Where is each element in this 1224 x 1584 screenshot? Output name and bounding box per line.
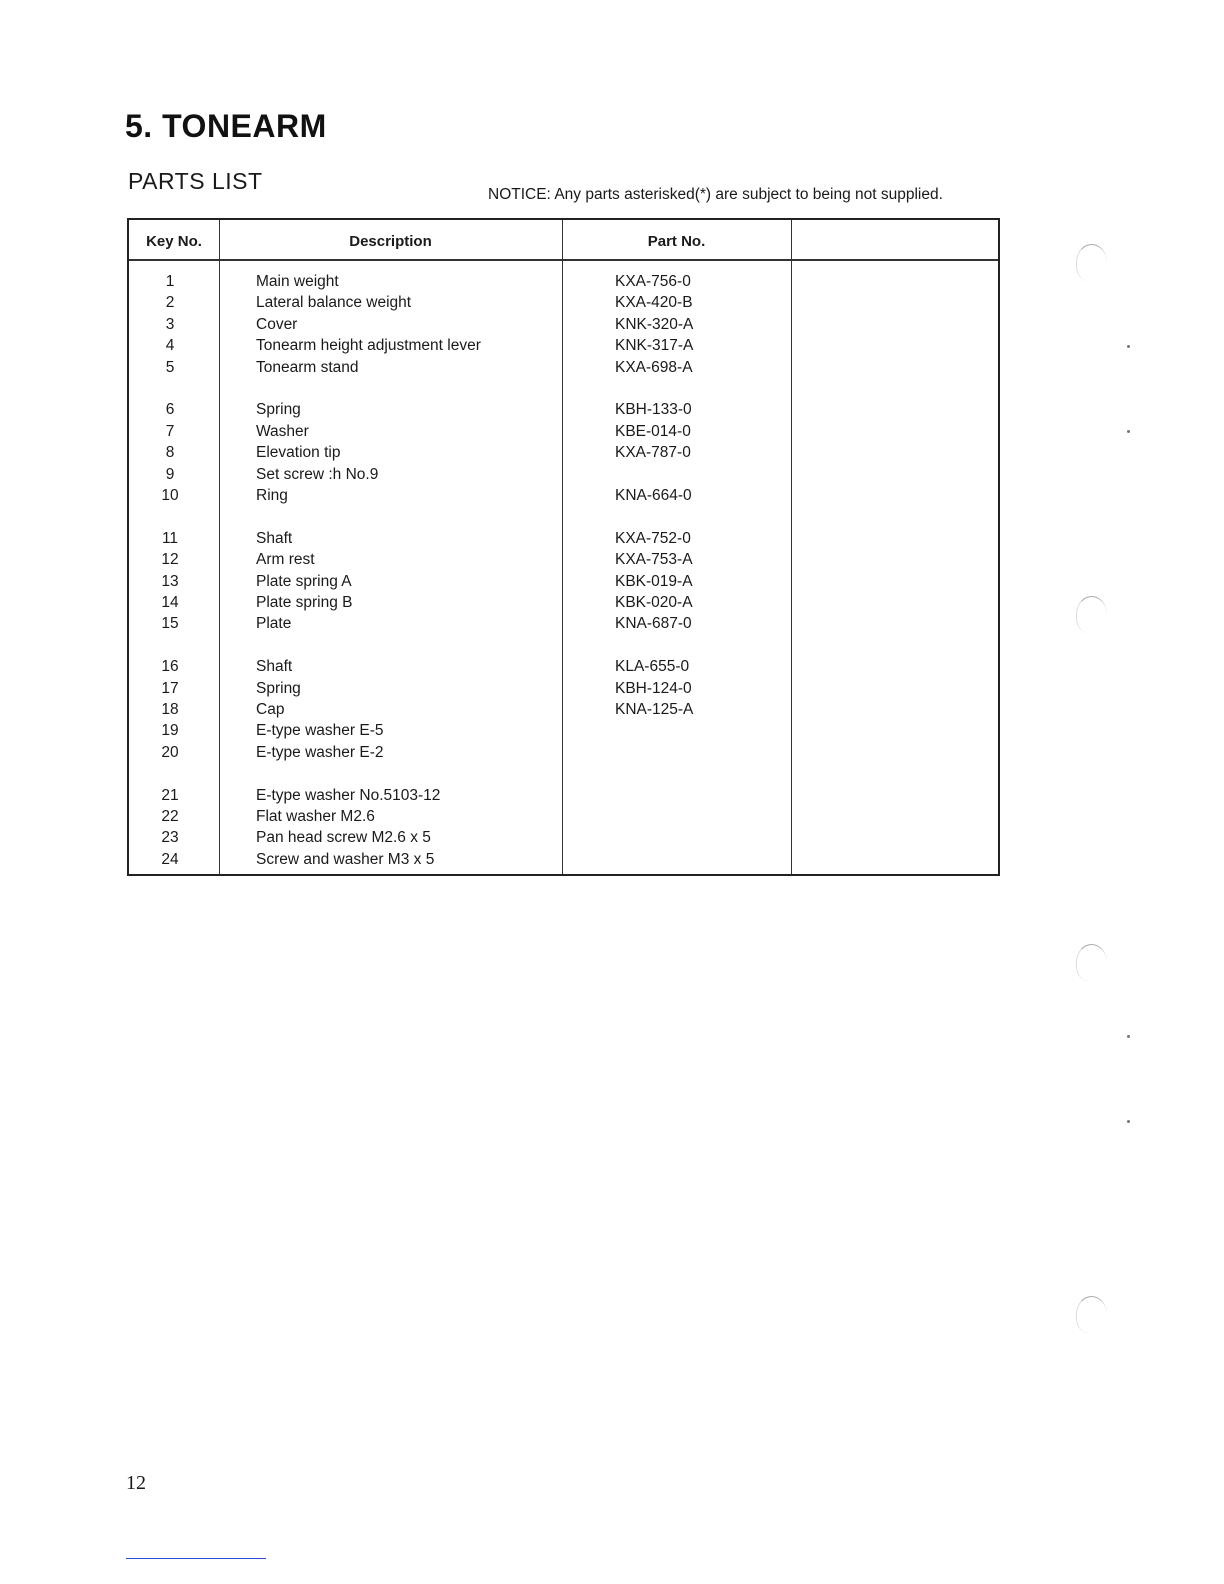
- key-no-cell: 21: [161, 786, 179, 804]
- key-no-cell: 4: [165, 337, 175, 355]
- key-no-cell: 23: [161, 829, 179, 847]
- description-cell: Lateral balance weight: [256, 294, 412, 312]
- binder-hole-mark: [1076, 1296, 1107, 1333]
- description-cell: Set screw :h No.9: [256, 465, 379, 483]
- scan-speck: [1127, 345, 1130, 348]
- description-cell: Cover: [256, 315, 298, 333]
- description-cell: Plate spring B: [256, 594, 353, 611]
- description-cell: Main weight: [256, 273, 339, 290]
- key-no-cell: 3: [165, 315, 175, 333]
- description-cell: Tonearm height adjustment lever: [256, 337, 481, 355]
- notice-text: NOTICE: Any parts asterisked(*) are subject to being not supplied.: [488, 186, 943, 203]
- description-cell: Pan head screw M2.6 x 5: [256, 829, 431, 847]
- binder-hole-mark: [1076, 244, 1107, 281]
- description-cell: Spring: [256, 679, 301, 697]
- description-cell: Elevation tip: [256, 444, 341, 462]
- binder-hole-mark: [1076, 596, 1107, 633]
- key-no-cell: 13: [161, 572, 179, 590]
- part-no-cell: KLA-655-0: [615, 658, 690, 676]
- key-no-cell: 9: [165, 465, 175, 483]
- part-no-cell: KBH-124-0: [615, 679, 692, 697]
- scan-speck: [1127, 430, 1130, 433]
- description-cell: Cap: [256, 701, 285, 718]
- key-no-cell: 15: [161, 615, 179, 633]
- header-description: Description: [349, 233, 432, 250]
- key-no-cell: 12: [161, 551, 179, 569]
- description-cell: Tonearm stand: [256, 358, 359, 376]
- part-no-cell: KNA-664-0: [615, 487, 692, 504]
- key-no-cell: 16: [161, 658, 179, 676]
- key-no-cell: 7: [165, 422, 175, 440]
- description-cell: Plate: [256, 615, 292, 633]
- header-divider: [129, 259, 998, 261]
- description-cell: Flat washer M2.6: [256, 808, 375, 825]
- key-no-cell: 6: [165, 401, 175, 419]
- part-no-cell: KBK-019-A: [615, 572, 693, 590]
- part-no-cell: KBH-133-0: [615, 401, 692, 419]
- part-no-cell: KXA-698-A: [615, 358, 693, 376]
- parts-table: [127, 218, 1000, 876]
- part-no-cell: KBE-014-0: [615, 422, 691, 440]
- description-cell: Shaft: [256, 529, 293, 547]
- key-no-cell: 1: [165, 273, 175, 290]
- key-no-cell: 8: [165, 444, 175, 462]
- header-part-no: Part No.: [647, 233, 706, 250]
- key-no-cell: 22: [161, 808, 179, 825]
- part-no-cell: KBK-020-A: [615, 594, 693, 611]
- section-title: PARTS LIST: [128, 168, 263, 194]
- description-cell: Ring: [256, 487, 288, 504]
- header-key-no: Key No.: [146, 233, 202, 250]
- page-title: 5. TONEARM: [125, 108, 327, 144]
- column-divider: [562, 220, 563, 874]
- part-no-cell: KXA-753-A: [615, 551, 693, 569]
- key-no-cell: 11: [161, 529, 179, 547]
- key-no-cell: 10: [161, 487, 179, 504]
- part-no-cell: KXA-787-0: [615, 444, 691, 462]
- key-no-cell: 2: [165, 294, 175, 312]
- footer-rule: [126, 1558, 266, 1559]
- key-no-cell: 24: [161, 850, 179, 868]
- description-cell: Washer: [256, 422, 309, 440]
- key-no-cell: 18: [161, 701, 179, 718]
- part-no-cell: KNA-687-0: [615, 615, 692, 633]
- description-cell: E-type washer E-5: [256, 722, 384, 740]
- description-cell: Shaft: [256, 658, 293, 676]
- key-no-cell: 5: [165, 358, 175, 376]
- part-no-cell: KXA-420-B: [615, 294, 693, 312]
- key-no-cell: 17: [161, 679, 179, 697]
- scan-speck: [1127, 1035, 1130, 1038]
- key-no-cell: 20: [161, 743, 179, 761]
- part-no-cell: KXA-752-0: [615, 529, 691, 547]
- part-no-cell: KNK-320-A: [615, 315, 694, 333]
- page-number: 12: [126, 1472, 146, 1494]
- description-cell: Arm rest: [256, 551, 315, 569]
- part-no-cell: KXA-756-0: [615, 273, 691, 290]
- description-cell: E-type washer No.5103-12: [256, 786, 441, 804]
- key-no-cell: 19: [161, 722, 179, 740]
- column-divider: [791, 220, 792, 874]
- description-cell: Spring: [256, 401, 301, 419]
- description-cell: Plate spring A: [256, 572, 352, 590]
- part-no-cell: KNA-125-A: [615, 701, 694, 718]
- part-no-cell: KNK-317-A: [615, 337, 694, 355]
- column-divider: [219, 220, 220, 874]
- binder-hole-mark: [1076, 944, 1107, 981]
- key-no-cell: 14: [161, 594, 179, 611]
- description-cell: E-type washer E-2: [256, 743, 384, 761]
- scan-speck: [1127, 1120, 1130, 1123]
- description-cell: Screw and washer M3 x 5: [256, 850, 435, 868]
